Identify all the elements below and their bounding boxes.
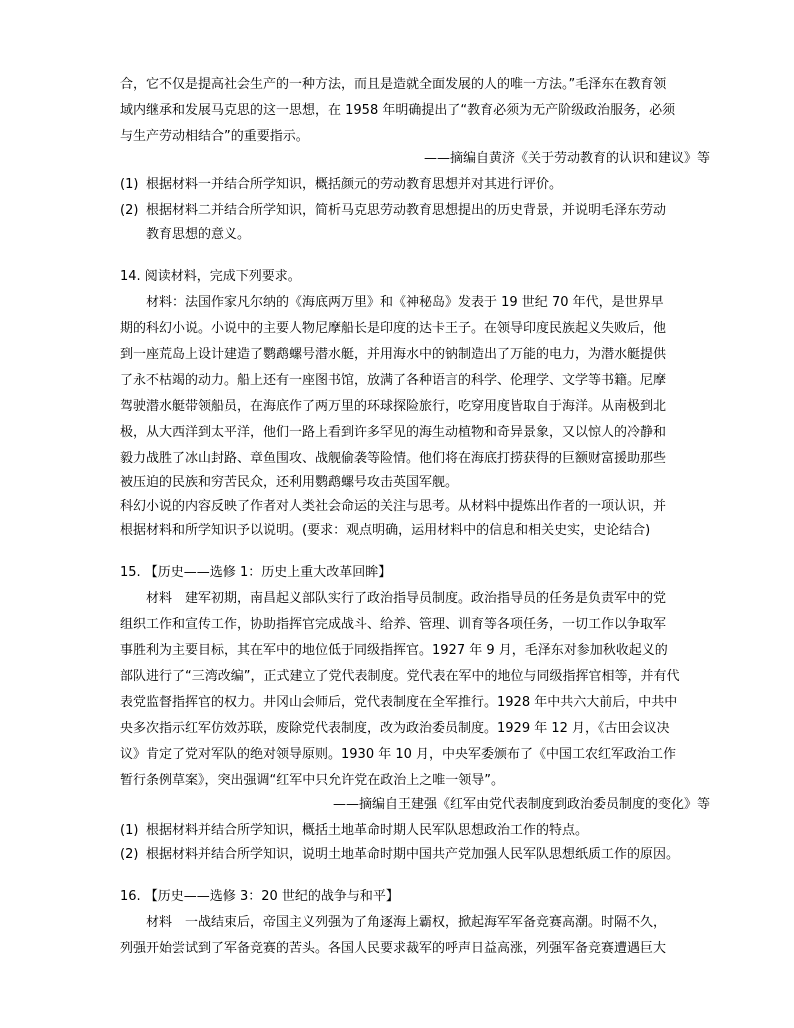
paragraph-line: 材料：法国作家凡尔纳的《海底两万里》和《神秘岛》发表于 19 世纪 70 年代，是世界早 bbox=[146, 295, 664, 310]
paragraph-line: 域内继承和发展马克思的这一思想，在 1958 年明确提出了“教育必须为无产阶级政治服务，必须 bbox=[120, 103, 676, 118]
paragraph-line: 科幻小说的内容反映了作者对人类社会命运的关注与思考。从材料中提炼出作者的一项认识，并 bbox=[120, 499, 667, 514]
paragraph-line: 暂行条例草案》，突出强调“红军中只允许党在政治上之唯一领导”。 bbox=[120, 773, 504, 788]
paragraph-line: 部队进行了“三湾改编”，正式建立了党代表制度。党代表在军中的地位与同级指挥官相等，并有代 bbox=[120, 669, 680, 684]
question-heading: 15. 【历史——选修 1：历史上重大改革回眸】 bbox=[120, 565, 392, 580]
question-number: (2) bbox=[120, 847, 139, 862]
paragraph-line: 被压迫的民族和穷苦民众，还利用鹦鹉螺号攻击英国军舰。 bbox=[120, 475, 459, 490]
source-citation: ——摘编自黄济《关于劳动教育的认识和建议》等 bbox=[423, 151, 710, 166]
paragraph-line: 材料 一战结束后，帝国主义列强为了角逐海上霸权，掀起海军军备竞赛高潮。时隔不久， bbox=[146, 915, 667, 930]
paragraph-line: 央多次指示红军仿效苏联，废除党代表制度，改为政治委员制度。1929 年 12 月，《古田会议决 bbox=[120, 721, 670, 736]
paragraph-line: 极，从大西洋到太平洋，他们一路上看到许多罕见的海生动植物和奇异景象，又以惊人的冷静和 bbox=[120, 425, 667, 440]
question-text: 根据材料并结合所学知识，说明土地革命时期中国共产党加强人民军队思想纸质工作的原因。 bbox=[146, 847, 680, 862]
paragraph-line: 议》肯定了党对军队的绝对领导原则。1930 年 10 月，中央军委颁布了《中国工农红军政治工作 bbox=[120, 747, 677, 762]
paragraph-line: 了永不枯竭的动力。船上还有一座图书馆，放满了各种语言的科学、伦理学、文学等书籍。尼摩 bbox=[120, 373, 667, 388]
paragraph-line: 列强开始尝试到了军备竞赛的苦头。各国人民要求裁军的呼声日益高涨，列强军备竞赛遭遇巨大 bbox=[120, 941, 667, 956]
paragraph-line: 驾驶潜水艇带领船员，在海底作了两万里的环球探险旅行，吃穿用度皆取自于海洋。从南极到北 bbox=[120, 399, 667, 414]
paragraph-line: 合，它不仅是提高社会生产的一种方法，而且是造就全面发展的人的唯一方法。”毛泽东在教育领 bbox=[120, 77, 667, 92]
paragraph-line: 与生产劳动相结合”的重要指示。 bbox=[120, 129, 309, 144]
paragraph-line: 期的科幻小说。小说中的主要人物尼摩船长是印度的达卡王子。在领导印度民族起义失败后，他 bbox=[120, 321, 667, 336]
paragraph-line: 事胜利为主要目标，其在军中的地位低于同级指挥官。1927 年 9 月，毛泽东对参加秋收起义的 bbox=[120, 643, 668, 658]
question-number: (2) bbox=[120, 203, 139, 218]
question-text: 根据材料一并结合所学知识，概括颜元的劳动教育思想并对其进行评价。 bbox=[146, 177, 563, 192]
question-heading: 16. 【历史——选修 3：20 世纪的战争与和平】 bbox=[120, 889, 399, 904]
paragraph-line: 到一座荒岛上设计建造了鹦鹉螺号潜水艇，并用海水中的钠制造出了万能的电力，为潜水艇提供 bbox=[120, 347, 667, 362]
paragraph-line: 毅力战胜了冰山封路、章鱼围攻、战舰偷袭等险情。他们将在海底打捞获得的巨额财富援助那些 bbox=[120, 451, 667, 466]
question-text: 教育思想的意义。 bbox=[146, 227, 251, 242]
question-number: (1) bbox=[120, 823, 139, 838]
question-text: 根据材料并结合所学知识，概括土地革命时期人民军队思想政治工作的特点。 bbox=[146, 823, 589, 838]
source-citation: ——摘编自王建强《红军由党代表制度到政治委员制度的变化》等 bbox=[332, 797, 710, 812]
paragraph-line: 根据材料和所学知识予以说明。(要求：观点明确，运用材料中的信息和相关史实，史论结合) bbox=[120, 523, 651, 538]
paragraph-line: 材料 建军初期，南昌起义部队实行了政治指导员制度。政治指导员的任务是负责军中的党 bbox=[146, 591, 667, 606]
question-heading: 14. 阅读材料，完成下列要求。 bbox=[120, 269, 301, 284]
question-text: 根据材料二并结合所学知识，简析马克思劳动教育思想提出的历史背景，并说明毛泽东劳动 bbox=[146, 203, 667, 218]
paragraph-line: 组织工作和宣传工作，协助指挥官完成战斗、给养、管理、训育等各项任务，一切工作以争取军 bbox=[120, 617, 667, 632]
question-number: (1) bbox=[120, 177, 139, 192]
paragraph-line: 表党监督指挥官的权力。井冈山会师后，党代表制度在全军推行。1928 年中共六大前后，中共中 bbox=[120, 695, 678, 710]
